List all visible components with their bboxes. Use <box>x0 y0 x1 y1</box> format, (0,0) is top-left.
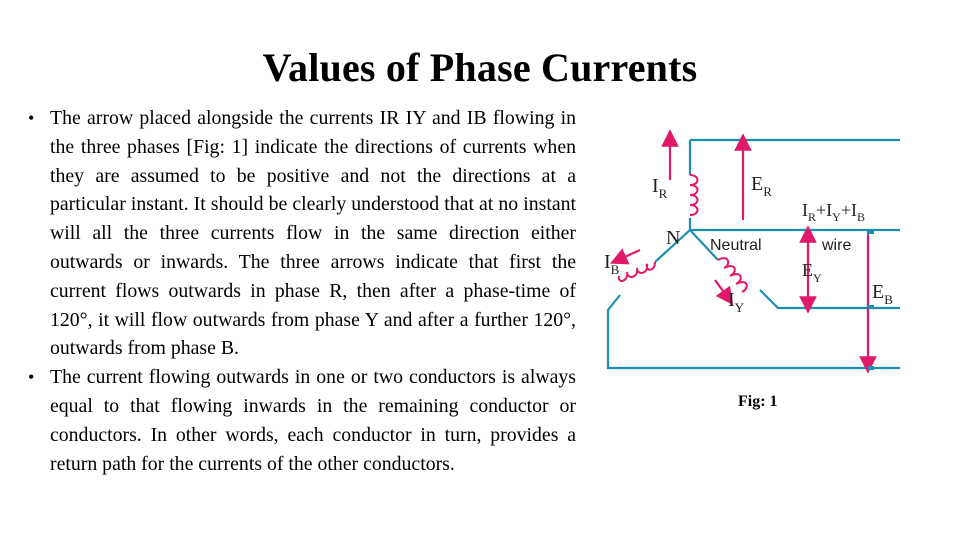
label-n: N <box>666 227 681 249</box>
label-er: $E_R$ <box>751 173 772 199</box>
terminal-r <box>868 230 874 234</box>
bullet-item <box>28 363 576 478</box>
terminal-b <box>868 366 874 370</box>
bullet-text: The arrow placed alongside the currents IR IY and IB flowing in the three phases [Fig: 1] indicate the directions of currents when they are assumed to be positive and not the directions at a particular instant. It should be clearly understood that at no instant will all the three currents flow in the same direction either outwards or inwards. The three arrows indicate that first the current flows outwards in phase R, then after a phase-time of 120°, it will flow outwards from phase Y and after a further 120°, outwards from phase B. <box>50 107 576 360</box>
star-connection-diagram <box>600 130 910 380</box>
arrow-ib <box>618 250 640 260</box>
label-ib: $I_B$ <box>604 251 620 277</box>
bullet-item <box>28 104 576 363</box>
label-current-sum: $I_R+I_Y+I_B$ <box>802 200 866 224</box>
coil-y <box>718 258 747 292</box>
bullet-marker: • <box>28 367 35 388</box>
label-neutral: Neutral <box>710 237 762 254</box>
phase-b-lead <box>608 295 900 368</box>
coil-b <box>619 262 655 281</box>
terminal-y <box>868 305 874 309</box>
bullet-list <box>28 104 576 478</box>
label-ir: $I_R$ <box>652 175 668 201</box>
label-ey: $E_Y$ <box>802 260 822 285</box>
bullet-text: The current flowing outwards in one or two conductors is always equal to that flowing inwards in the remaining conductor or conductors. In other words, each conductor in turn, provides a return path for the currents of the other conductors. <box>50 366 576 475</box>
figure-caption: Fig: 1 <box>738 393 778 410</box>
coil-r <box>690 175 698 215</box>
bullet-marker: • <box>28 108 35 128</box>
label-wire: wire <box>822 237 852 254</box>
label-iy: $I_Y$ <box>728 289 745 315</box>
slide-title: Values of Phase Currents <box>262 45 698 90</box>
arrow-iy <box>715 280 728 298</box>
label-eb: $E_B$ <box>872 281 893 307</box>
